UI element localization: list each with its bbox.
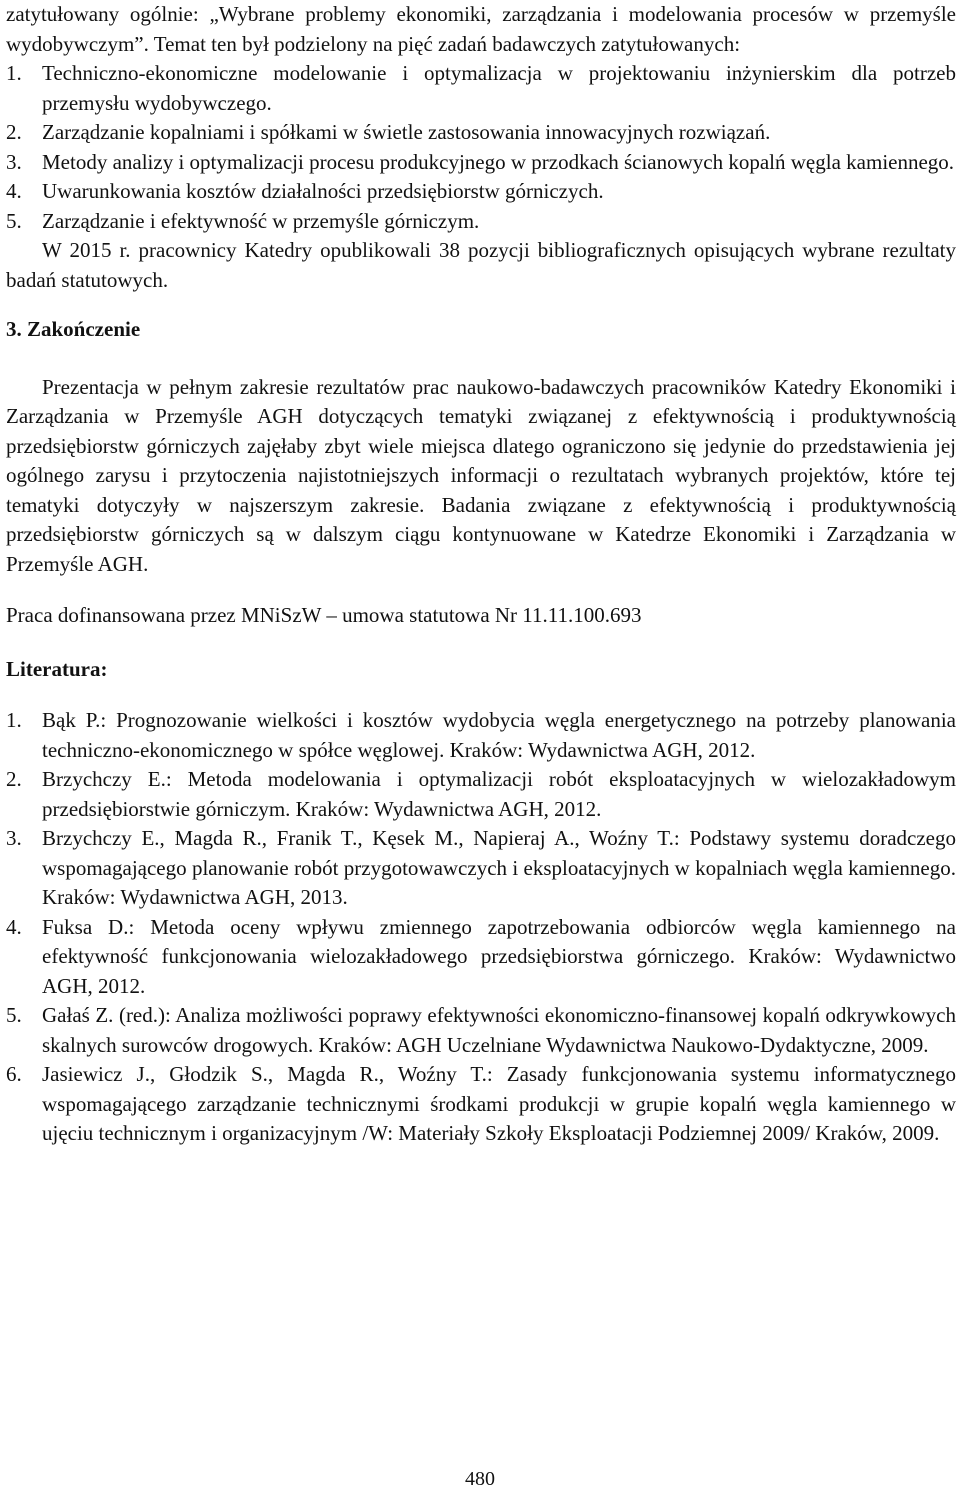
reference-text: Fuksa D.: Metoda oceny wpływu zmiennego zapotrzebowania odbiorców węgla kamiennego na efektywność funkcjonowania wielozakładowego przedsiębiorstwa górniczego. Kraków: Wydawnictwo AGH, 2012. — [42, 914, 956, 998]
list-item-number: 2. — [6, 120, 22, 144]
list-item-number: 1. — [6, 61, 22, 85]
reference-item — [6, 913, 956, 1002]
list-item — [6, 59, 956, 118]
list-item-number: 4. — [6, 179, 22, 203]
list-item-text: Techniczno-ekonomiczne modelowanie i optymalizacja w projektowaniu inżynierskim dla potrzeb przemysłu wydobywczego. — [42, 61, 956, 115]
reference-item — [6, 1001, 956, 1060]
conclusion-heading: 3. Zakończenie — [6, 317, 141, 341]
reference-number: 4. — [6, 914, 22, 939]
reference-item — [6, 824, 956, 913]
references-list — [6, 706, 956, 1149]
list-item-text: Zarządzanie i efektywność w przemyśle górniczym. — [42, 208, 480, 233]
summary-2015-paragraph: W 2015 r. pracownicy Katedry opublikowali 38 pozycji bibliograficznych opisujących wybrane rezultaty badań statutowych. — [6, 238, 956, 292]
list-item-text: Zarządzanie kopalniami i spółkami w świetle zastosowania innowacyjnych rozwiązań. — [42, 120, 771, 144]
reference-text: Brzychczy E., Magda R., Franik T., Kęsek M., Napieraj A., Woźny T.: Podstawy systemu doradczego wspomagającego planowanie robót przygotowawczych i eksploatacyjnych w kopalniach węgla kamiennego. Kraków: Wydawnictwa AGH, 2013. — [42, 826, 956, 909]
reference-number: 2. — [6, 767, 22, 791]
research-tasks-list — [6, 59, 956, 236]
reference-text: Brzychczy E.: Metoda modelowania i optymalizacji robót eksploatacyjnych w wielozakładowym przedsiębiorstwie górniczym. Kraków: Wydawnictwa AGH, 2012. — [42, 767, 956, 821]
page-number: 480 — [465, 1468, 495, 1490]
list-item — [6, 118, 956, 148]
literature-heading: Literatura: — [6, 656, 108, 681]
list-item-text: Metody analizy i optymalizacji procesu produkcyjnego w przodkach ścianowych kopalń węgla kamiennego. — [42, 149, 955, 174]
list-item-text: Uwarunkowania kosztów działalności przedsiębiorstw górniczych. — [42, 179, 604, 203]
reference-number: 3. — [6, 826, 22, 850]
document-page — [6, 0, 956, 1149]
list-item — [6, 207, 956, 237]
reference-number: 6. — [6, 1062, 22, 1086]
spacer — [6, 345, 956, 373]
reference-text: Gałaś Z. (red.): Analiza możliwości poprawy efektywności ekonomiczno-finansowej kopalń odkrywkowych skalnych surowców drogowych. Kraków: AGH Uczelniane Wydawnictwa Naukowo-Dydaktyczne, 2009. — [42, 1003, 956, 1057]
list-item — [6, 177, 956, 207]
list-item — [6, 148, 956, 178]
conclusion-paragraph: Prezentacja w pełnym zakresie rezultatów prac naukowo-badawczych pracowników Katedry Ekonomiki i Zarządzania w Przemyśle AGH dotyczących tematyki związanej z efektywnością i produktywnością przedsiębiorstw górniczych zajęłaby zbyt wiele miejsca dlatego ograniczono się jedynie do przedstawienia jej ogólnego zarysu i przytoczenia najistotniejszych informacji o rezultatach wybranych projektów, które tej tematyki dotyczyły w najszerszym zakresie. Badania związane z efektywnością i produktywnością przedsiębiorstw górniczych są w dalszym ciągu kontynuowane w Katedrze Ekonomiki i Zarządzania w Przemyśle AGH. — [6, 374, 956, 576]
reference-item — [6, 1060, 956, 1149]
list-item-number: 5. — [6, 208, 22, 233]
list-item-number: 3. — [6, 149, 22, 174]
reference-text: Jasiewicz J., Głodzik S., Magda R., Woźny T.: Zasady funkcjonowania systemu informatycznego wspomagającego zarządzanie technicznymi środkami produkcji w grupie kopalń węgla kamiennego w ujęciu technicznym i organizacyjnym /W: Materiały Szkoły Eksploatacji Podziemnej 2009/ Kraków, 2009. — [42, 1062, 956, 1145]
funding-note: Praca dofinansowana przez MNiSzW – umowa statutowa Nr 11.11.100.693 — [6, 603, 642, 627]
reference-item — [6, 706, 956, 765]
reference-text: Bąk P.: Prognozowanie wielkości i kosztów wydobycia węgla energetycznego na potrzeby planowania techniczno-ekonomicznego w spółce węglowej. Kraków: Wydawnictwa AGH, 2012. — [42, 708, 956, 762]
reference-number: 1. — [6, 708, 22, 732]
reference-item — [6, 765, 956, 824]
intro-paragraph: zatytułowany ogólnie: „Wybrane problemy ekonomiki, zarządzania i modelowania procesów w przemyśle wydobywczym”. Temat ten był podzielony na pięć zadań badawczych zatytułowanych: — [6, 2, 956, 56]
reference-number: 5. — [6, 1003, 22, 1027]
